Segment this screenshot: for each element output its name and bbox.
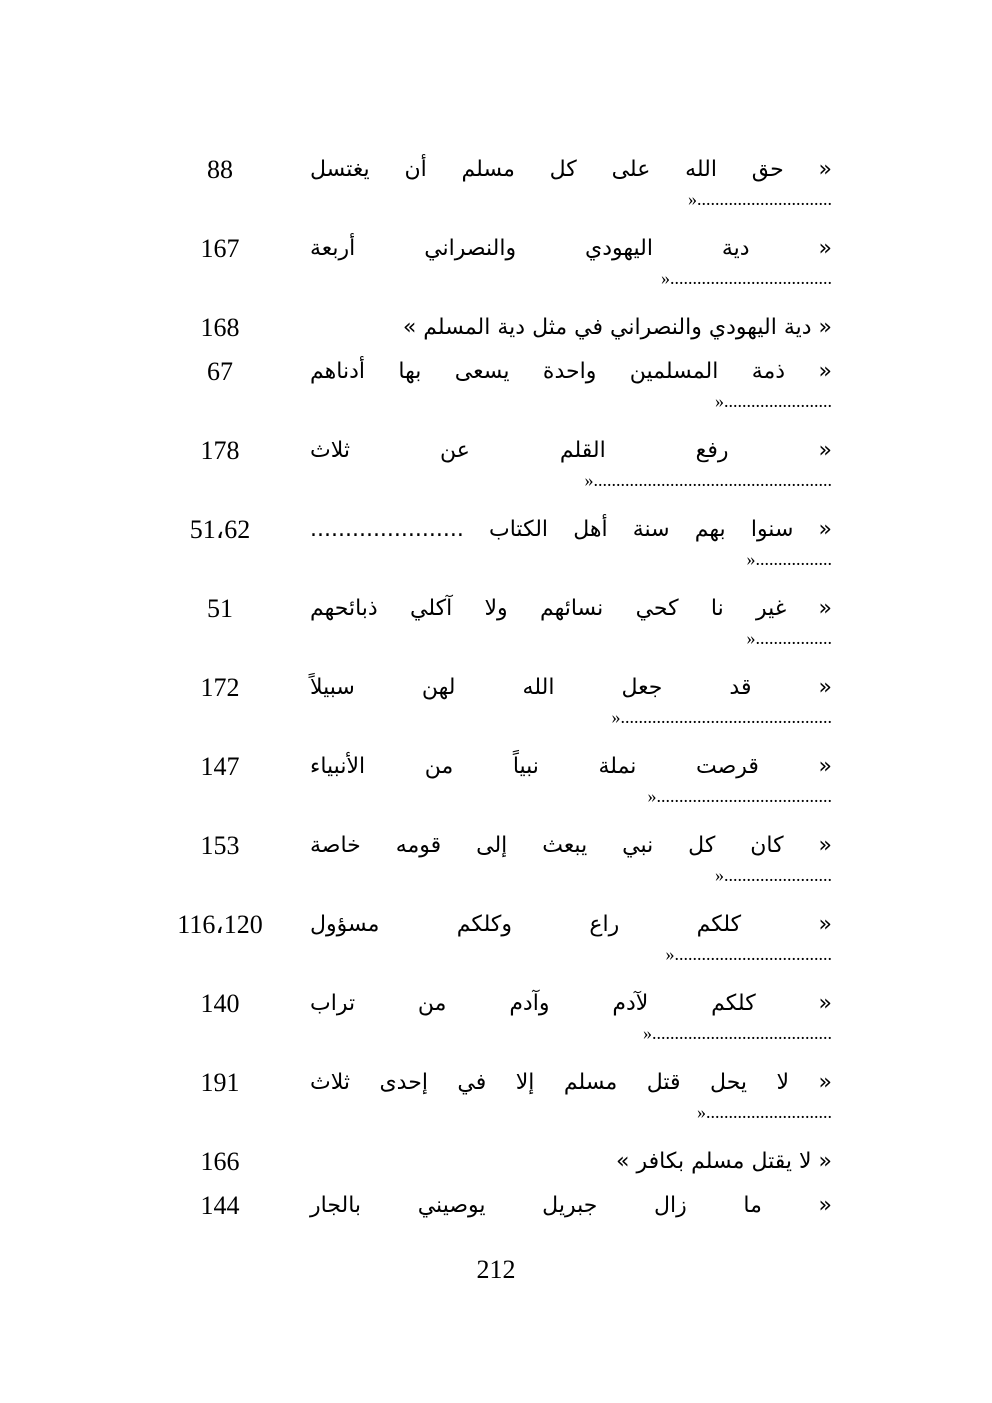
entry-page-number: 191 [200,1068,240,1097]
index-entry [160,826,832,905]
entry-continuation: »................................... [665,944,832,964]
entry-text: « حق الله على كل مسلم أن يغتسل [310,157,832,182]
page-number: 212 [476,1255,516,1284]
entry-continuation: »............................................... [611,707,832,727]
index-entry [160,229,832,308]
entry-page-number: 147 [200,752,240,781]
entry-page-number: 178 [200,436,240,465]
entry-text: « دية اليهودي والنصراني أربعة [310,236,832,261]
entry-text: « ذمة المسلمين واحدة يسعى بها أدناهم [310,359,832,384]
entry-continuation: ».............................. [688,189,832,209]
hadith-index-list [160,150,832,1230]
entry-text: « لا يقتل مسلم بكافر » [616,1149,832,1174]
entry-page-number: 116،120 [177,910,263,939]
index-entry [160,905,832,984]
entry-continuation: »........................ [715,865,832,885]
entry-continuation: »....................................... [647,786,832,806]
index-entry [160,431,832,510]
entry-page-number: 51،62 [189,515,251,544]
entry-page-number: 88 [207,155,233,184]
entry-continuation: »............................ [697,1102,832,1122]
index-entry [160,747,832,826]
index-entry [160,352,832,431]
entry-page-number: 166 [200,1147,240,1176]
entry-text: « كلكم راع وكلكم مسؤول [310,912,832,937]
index-entry [160,308,832,352]
index-entry [160,150,832,229]
index-entry [160,668,832,747]
index-entry [160,984,832,1063]
entry-page-number: 153 [200,831,240,860]
entry-text: « قد جعل الله لهن سبيلاً [310,675,832,700]
entry-text: « دية اليهودي والنصراني في مثل دية المسلم » [402,315,832,340]
entry-continuation: »................. [746,628,832,648]
entry-text: « قرصت نملة نبياً من الأنبياء [310,754,832,779]
entry-page-number: 144 [200,1191,240,1220]
entry-text: « لا يحل قتل مسلم إلا في إحدى ثلاث [310,1070,832,1095]
entry-continuation: »........................................ [643,1023,832,1043]
entry-text: « كلكم لآدم وآدم من تراب [310,991,832,1016]
index-entry [160,1063,832,1142]
entry-text: « ما زال جبريل يوصيني بالجار [310,1193,832,1218]
entry-text: « كان كل نبي يبعث إلى قومه خاصة [310,833,832,858]
entry-continuation: »..................................................... [584,470,832,490]
entry-page-number: 167 [200,234,240,263]
entry-page-number: 172 [200,673,240,702]
entry-text: « رفع القلم عن ثلاث [310,438,832,463]
entry-page-number: 140 [200,989,240,1018]
entry-text: « سنوا بهم سنة أهل الكتاب ...................... [310,517,832,542]
entry-page-number: 51 [207,594,233,623]
entry-page-number: 67 [207,357,233,386]
index-entry [160,589,832,668]
index-entry [160,1186,832,1230]
index-entry [160,1142,832,1186]
entry-continuation: »........................ [715,391,832,411]
entry-continuation: ».................................... [661,268,832,288]
entry-text: « غير نا كحي نسائهم ولا آكلي ذبائحهم [310,596,832,621]
entry-continuation: »................. [746,549,832,569]
index-entry [160,510,832,589]
entry-page-number: 168 [200,313,240,342]
